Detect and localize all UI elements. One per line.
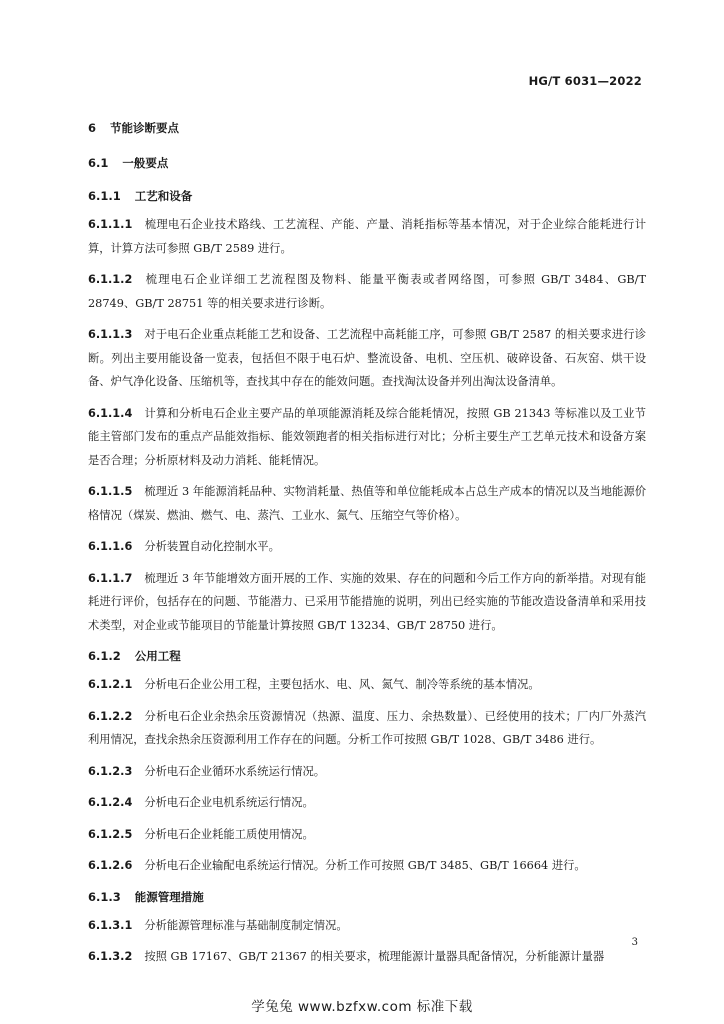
clause-paragraph: 6.1.1.2 梳理电石企业详细工艺流程图及物料、能量平衡表或者网络图，可参照 GB/T 3484、GB/T 28749、GB/T 28751 等的相关要求进行诊断。	[88, 273, 646, 310]
document-body	[88, 119, 646, 969]
clause-paragraph: 6.1.2.3 分析电石企业循环水系统运行情况。	[88, 764, 326, 778]
clause-paragraph: 6.1.1.1 梳理电石企业技术路线、工艺流程、产能、产量、消耗指标等基本情况，对于企业综合能耗进行计算，计算方法可参照 GB/T 2589 进行。	[88, 218, 646, 255]
section-heading: 6.1.1 工艺和设备	[88, 189, 193, 203]
section-heading: 6.1.3 能源管理措施	[88, 889, 204, 904]
clause-paragraph: 6.1.2.4 分析电石企业电机系统运行情况。	[88, 796, 314, 809]
section-heading: 6.1 一般要点	[88, 156, 169, 170]
page-number: 3	[631, 937, 638, 948]
clause-paragraph: 6.1.1.3 对于电石企业重点耗能工艺和设备、工艺流程中高耗能工序，可参照 GB/T 2587 的相关要求进行诊断。列出主要用能设备一览表，包括但不限于电石炉、整流设备、电机、空压机、破碎设备、石灰窑、烘干设备、炉气净化设备、压缩机等，查找其中存在的能效问题。查找淘汰设备并列出淘汰设备清单。	[88, 328, 646, 388]
standard-code: HG/T 6031—2022	[528, 74, 642, 88]
section-heading: 6 节能诊断要点	[88, 121, 180, 135]
clause-paragraph: 6.1.3.2 按照 GB 17167、GB/T 21367 的相关要求，梳理能源计量器具配备情况，分析能源计量器	[88, 950, 605, 963]
clause-paragraph: 6.1.2.2 分析电石企业余热余压资源情况（热源、温度、压力、余热数量）、已经使用的技术；厂内厂外蒸汽利用情况，查找余热余压资源利用工作存在的问题。分析工作可按照 GB/T 1028、GB/T 3486 进行。	[88, 709, 646, 746]
footer-watermark: 学兔兔 www.bzfxw.com 标准下载	[251, 999, 473, 1015]
clause-paragraph: 6.1.2.6 分析电石企业输配电系统运行情况。分析工作可按照 GB/T 3485、GB/T 16664 进行。	[88, 859, 586, 872]
clause-paragraph: 6.1.2.1 分析电石企业公用工程，主要包括水、电、风、氮气、制冷等系统的基本情况。	[88, 678, 540, 691]
section-heading: 6.1.2 公用工程	[88, 649, 181, 663]
clause-paragraph: 6.1.1.5 梳理近 3 年能源消耗品种、实物消耗量、热值等和单位能耗成本占总生产成本的情况以及当地能源价格情况（煤炭、燃油、燃气、电、蒸汽、工业水、氮气、压缩空气等价格）。	[88, 485, 646, 522]
clause-paragraph: 6.1.3.1 分析能源管理标准与基础制度制定情况。	[88, 918, 348, 932]
clause-paragraph: 6.1.2.5 分析电石企业耗能工质使用情况。	[88, 827, 314, 841]
clause-paragraph: 6.1.1.4 计算和分析电石企业主要产品的单项能源消耗及综合能耗情况，按照 GB 21343 等标准以及工业节能主管部门发布的重点产品能效指标、能效领跑者的相关指标进行对比；分析主要生产工艺单元技术和设备方案是否合理；分析原材料及动力消耗、能耗情况。	[88, 406, 646, 467]
clause-paragraph: 6.1.1.7 梳理近 3 年节能增效方面开展的工作、实施的效果、存在的问题和今后工作方向的新举措。对现有能耗进行评价，包括存在的问题、节能潜力、已采用节能措施的说明，列出已经实施的节能改造设备清单和采用技术类型，对企业或节能项目的节能量计算按照 GB/T 13234、GB/T 28750 进行。	[88, 571, 646, 632]
clause-paragraph: 6.1.1.6 分析装置自动化控制水平。	[88, 540, 280, 553]
